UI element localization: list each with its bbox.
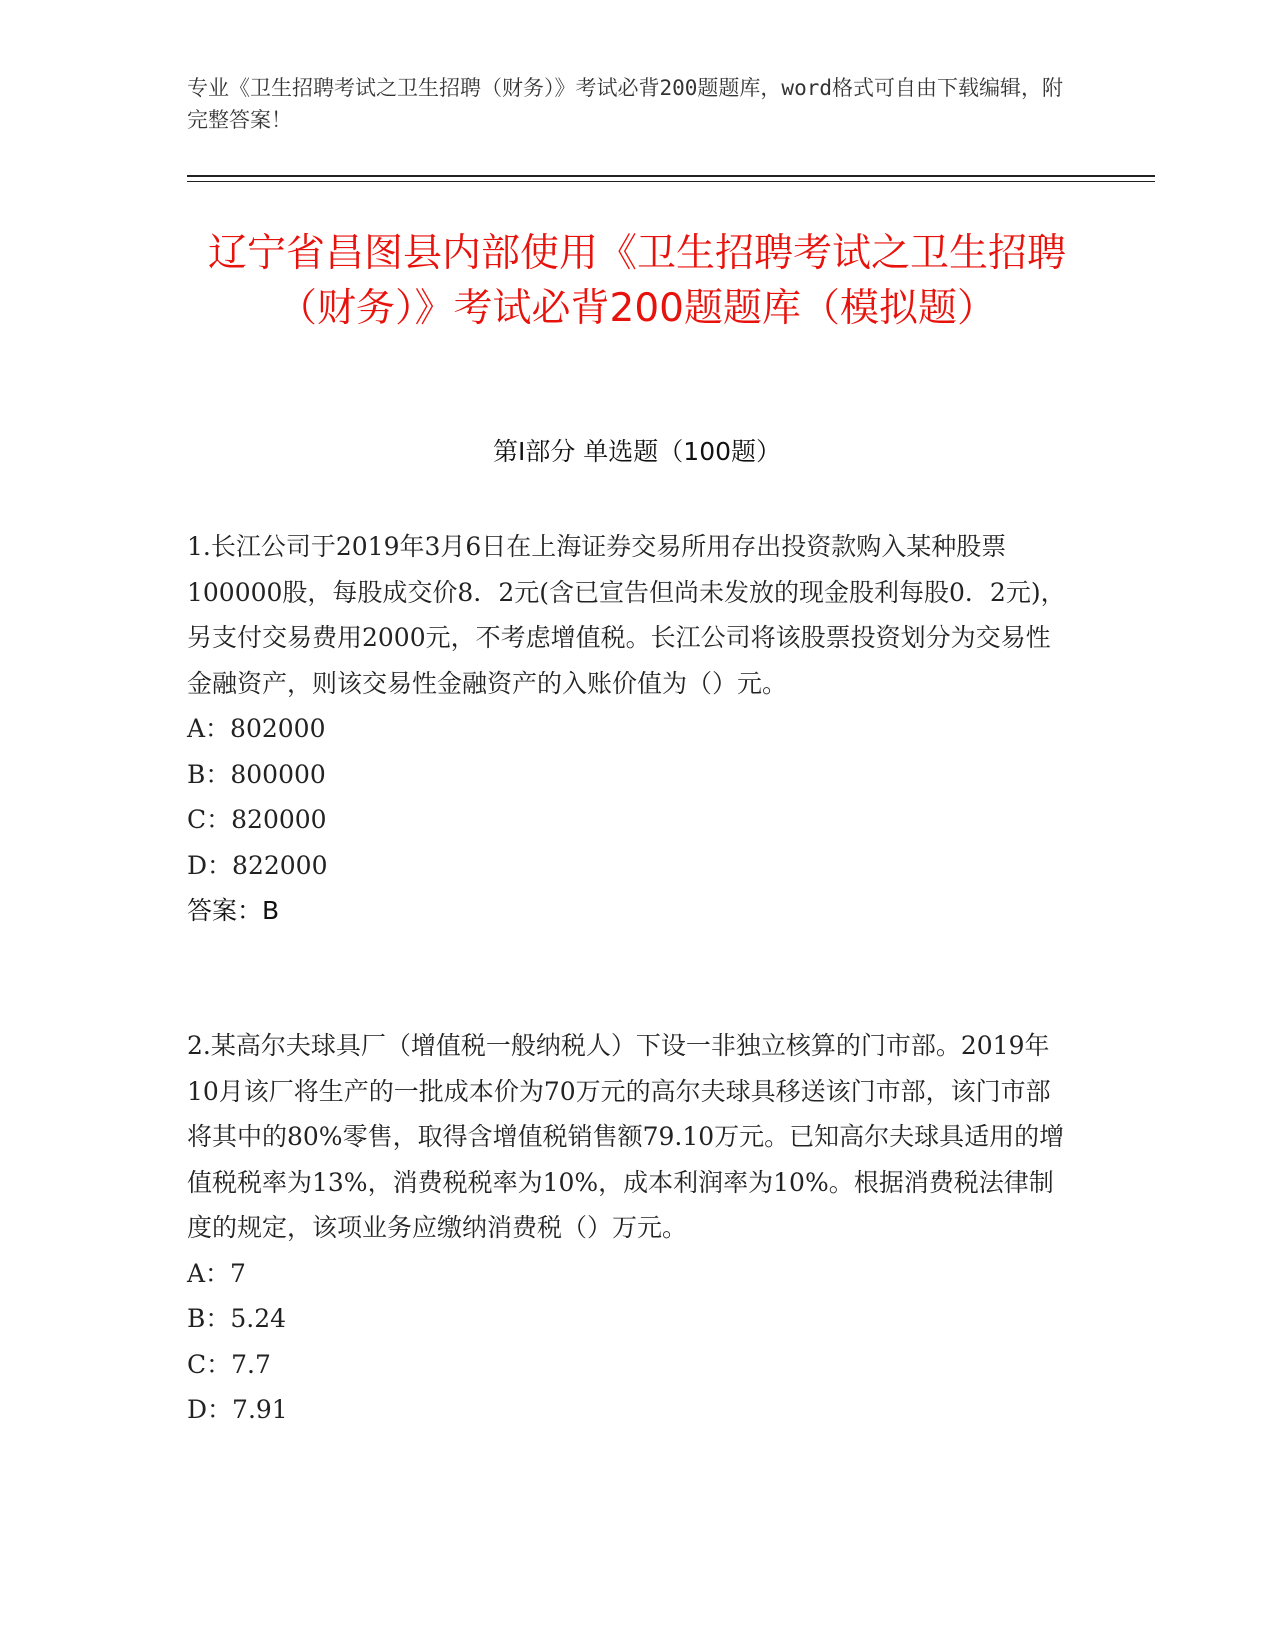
answer: 答案：B	[187, 896, 280, 925]
question-text: 1.长江公司于2019年3月6日在上海证券交易所用存出投资款购入某种股票100000股，每股成交价8．2元(含已宣告但尚未发放的现金股利每股0．2元)，另支付交易费用2000元，不考虑增值税。长江公司将该股票投资划分为交易性金融资产，则该交易性金融资产的入账价值为（）元。	[187, 532, 1066, 698]
option-a: A：802000	[187, 714, 326, 743]
document-title: 辽宁省昌图县内部使用《卫生招聘考试之卫生招聘（财务）》考试必背200题题库（模拟题）	[207, 231, 1066, 331]
question-text: 2.某高尔夫球具厂（增值税一般纳税人）下设一非独立核算的门市部。2019年10月该厂将生产的一批成本价为70万元的高尔夫球具移送该门市部，该门市部将其中的80%零售，取得含增值税销售额79.10万元。已知高尔夫球具适用的增值税税率为13%，消费税税率为10%，成本利润率为10%。根据消费税法律制度的规定，该项业务应缴纳消费税（）万元。	[187, 1031, 1065, 1242]
option-d: D：822000	[187, 850, 328, 880]
question-2	[187, 1023, 1067, 1433]
option-b: B：5.24	[187, 1304, 287, 1333]
option-c: C：820000	[187, 805, 327, 834]
header-note: 专业《卫生招聘考试之卫生招聘（财务）》考试必背200题题库，word格式可自由下载编辑，附完整答案！	[187, 76, 1063, 132]
option-c: C：7.7	[187, 1349, 271, 1379]
section-title: 第Ⅰ部分 单选题（100题）	[492, 437, 782, 466]
question-1	[187, 524, 1067, 934]
header-divider-thick	[187, 175, 1155, 177]
header-divider-thin	[187, 181, 1155, 182]
option-b: B：800000	[187, 759, 326, 789]
option-a: A：7	[187, 1258, 246, 1288]
option-d: D：7.91	[187, 1395, 288, 1424]
